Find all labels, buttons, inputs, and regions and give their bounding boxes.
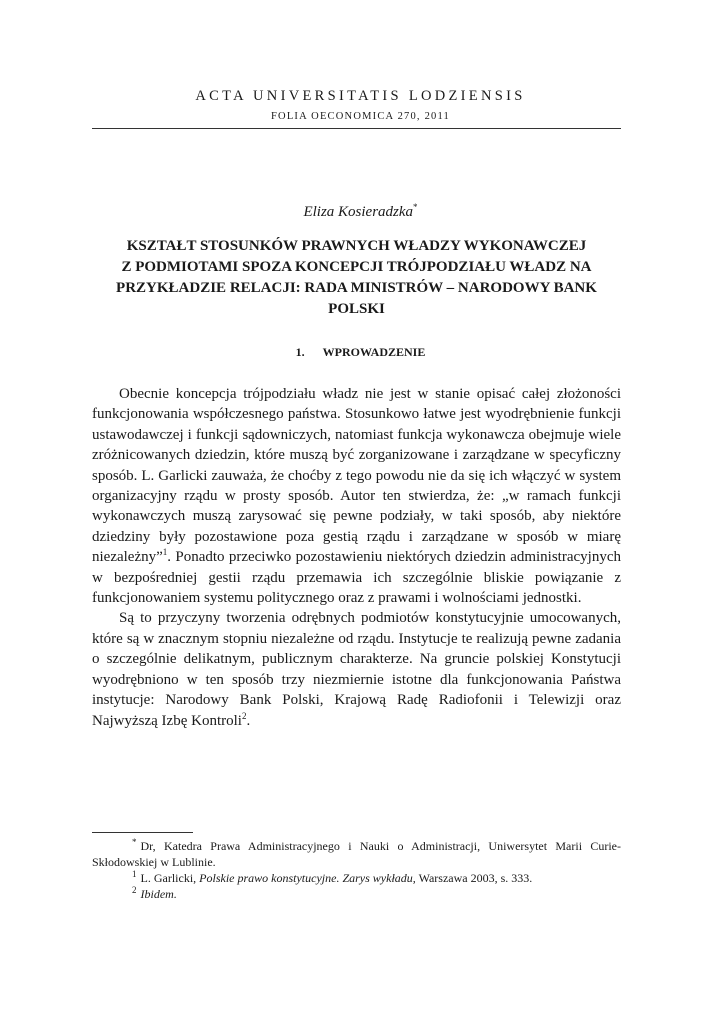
- journal-title: ACTA UNIVERSITATIS LODZIENSIS: [195, 88, 526, 104]
- footnote: [92, 870, 621, 886]
- article-title: [92, 236, 621, 320]
- footnote-text: Dr, Katedra Prawa Administracyjnego i Nauki o Administracji, Uniwersytet Marii Curie-Skłodowskiej w Lublinie.: [92, 839, 621, 869]
- section-number: 1.: [295, 345, 305, 359]
- author-line: [0, 202, 721, 221]
- title-line: PRZYKŁADZIE RELACJI: RADA MINISTRÓW – NARODOWY BANK: [116, 280, 597, 296]
- header-rule: [92, 128, 621, 129]
- paragraph-text: . Ponadto przeciwko pozostawieniu niektórych dziedzin administracyjnych w bezpośredniej gestii rządu przemawia ich szczególnie bliskie powiązanie z funkcjonowaniem systemu politycznego oraz z prawami i wolnościami jednostki.: [92, 549, 621, 607]
- section-heading: [0, 345, 721, 360]
- footnotes: [92, 838, 621, 902]
- footnote-text: Warszawa 2003, s. 333.: [415, 871, 533, 885]
- paragraph: [92, 608, 621, 730]
- title-line: KSZTAŁT STOSUNKÓW PRAWNYCH WŁADZY WYKONAWCZEJ: [126, 238, 587, 254]
- author-footnote-mark: *: [413, 202, 418, 212]
- paragraph-text: Są to przyczyny tworzenia odrębnych podmiotów konstytucyjnie umocowanych, które są w znacznym stopniu niezależne od rządu. Instytucje te realizują pewne zadania o szczególnie delikatnym, publicznym charakterze. Na gruncie polskiej Konstytucji wyodrębniono w ten sposób trzy niezmiernie istotne dla funkcjonowania Państwa instytucje: Narodowy Bank Polski, Krajową Radę Radiofonii i Telewizji oraz Najwyższą Izbę Kontroli: [92, 610, 621, 729]
- footnote-separator: [92, 832, 193, 833]
- author-name: Eliza Kosieradzka: [303, 204, 414, 220]
- section-title: WPROWADZENIE: [322, 345, 426, 359]
- footnote-work: Ibidem.: [140, 887, 177, 901]
- paragraph: [92, 384, 621, 608]
- footnote: [92, 838, 621, 870]
- footnote-ref: 2: [241, 710, 247, 721]
- footnote-mark: 1: [132, 869, 137, 879]
- title-line: Z PODMIOTAMI SPOZA KONCEPCJI TRÓJPODZIAŁU WŁADZ NA: [121, 259, 592, 275]
- footnote-ref: 1: [162, 547, 168, 558]
- footnote-mark: 2: [132, 885, 137, 895]
- paragraph-text: Obecnie koncepcja trójpodziału władz nie jest w stanie opisać całej złożoności funkcjonowania współczesnego państwa. Stosunkowo łatwe jest wyodrębnienie funkcji ustawodawczej i funkcji sądowniczych, natomiast funkcja wykonawcza obejmuje wiele zróżnicowanych dziedzin, które muszą być zorganizowane i zarządzane w specyficzny sposób. L. Garlicki zauważa, że choćby z tego powodu nie da się ich włączyć w system organizacyjny rządu w prosty sposób. Autor ten stwierdza, że: „w ramach funkcji wykonawczych muszą zarysować się pewne podziały, w taki sposób, aby niektóre dziedziny były pozostawione poza gestią rządu i zarządzane w sposób w miarę niezależny”: [92, 386, 621, 566]
- title-line: POLSKI: [328, 301, 385, 317]
- footnote-mark: *: [132, 837, 137, 847]
- journal-folio: FOLIA OECONOMICA 270, 2011: [271, 111, 450, 122]
- footnote-author: L. Garlicki,: [140, 871, 200, 885]
- body-text: [92, 384, 621, 731]
- footnote: [92, 886, 621, 902]
- footnote-work: Polskie prawo konstytucyjne. Zarys wykładu,: [199, 871, 416, 885]
- paragraph-text: .: [246, 712, 251, 729]
